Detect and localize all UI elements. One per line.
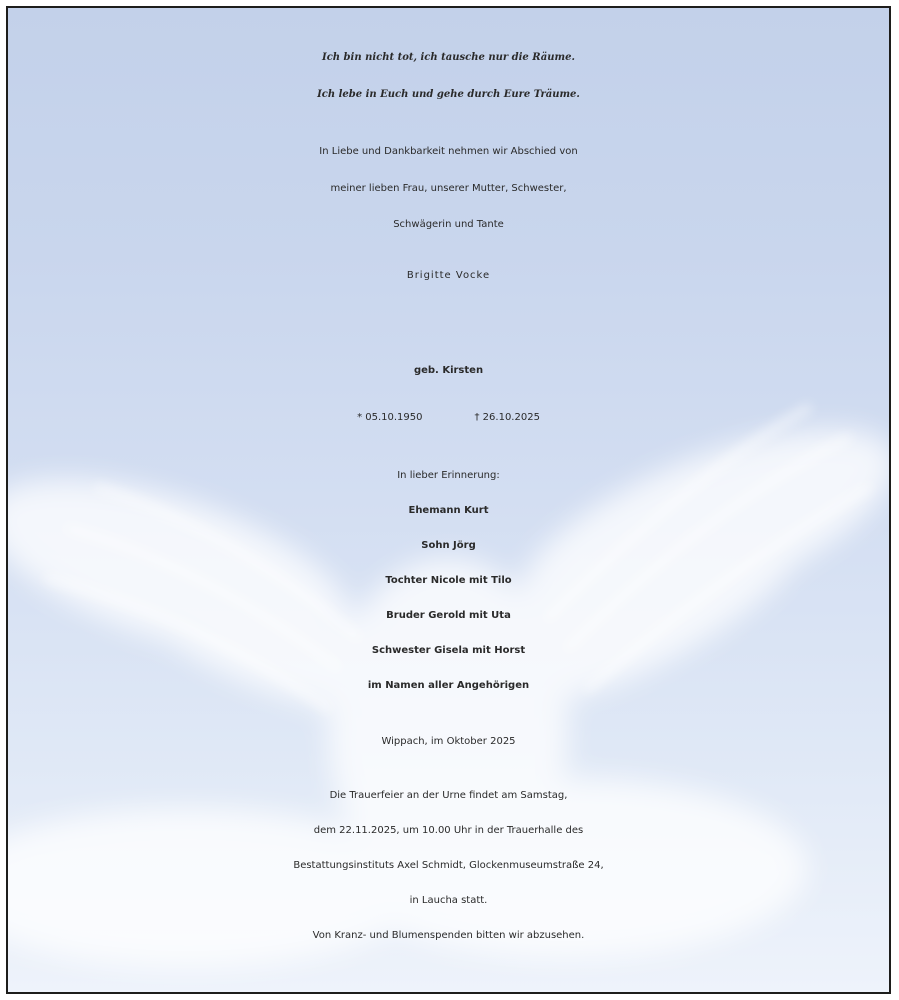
mourner-5: Schwester Gisela mit Horst (371, 645, 526, 656)
mourner-6: im Namen aller Angehörigen (367, 680, 530, 691)
maiden-name: geb. Kirsten (413, 365, 484, 376)
birth-date: * 05.10.1950 (357, 412, 423, 423)
obituary-card (6, 6, 891, 994)
life-dates (8, 412, 889, 423)
motto-line-1: Ich bin nicht tot, ich tausche nur die Räume. (322, 52, 575, 63)
mourner-1: Ehemann Kurt (408, 505, 489, 516)
intro-line-1: In Liebe und Dankbarkeit nehmen wir Abschied von (319, 146, 578, 157)
ceremony-line-3: Bestattungsinstituts Axel Schmidt, Glockenmuseumstraße 24, (293, 860, 604, 871)
remembrance-heading: In lieber Erinnerung: (397, 470, 500, 481)
ceremony-line-1: Die Trauerfeier an der Urne findet am Samstag, (329, 790, 568, 801)
mourner-4: Bruder Gerold mit Uta (386, 610, 511, 621)
deceased-name: Brigitte Vocke (406, 270, 491, 281)
ceremony-line-2: dem 22.11.2025, um 10.00 Uhr in der Trauerhalle des (313, 825, 584, 836)
ceremony-line-4: in Laucha statt. (409, 895, 488, 906)
death-date: † 26.10.2025 (474, 412, 540, 423)
place-date: Wippach, im Oktober 2025 (381, 736, 516, 747)
motto-line-2: Ich lebe in Euch und gehe durch Eure Träume. (317, 89, 580, 100)
ceremony-line-5: Von Kranz- und Blumenspenden bitten wir abzusehen. (312, 930, 585, 941)
intro-line-3: Schwägerin und Tante (393, 219, 504, 230)
intro-line-2: meiner lieben Frau, unserer Mutter, Schwester, (330, 183, 567, 194)
mourner-2: Sohn Jörg (421, 540, 476, 551)
mourner-3: Tochter Nicole mit Tilo (385, 575, 512, 586)
